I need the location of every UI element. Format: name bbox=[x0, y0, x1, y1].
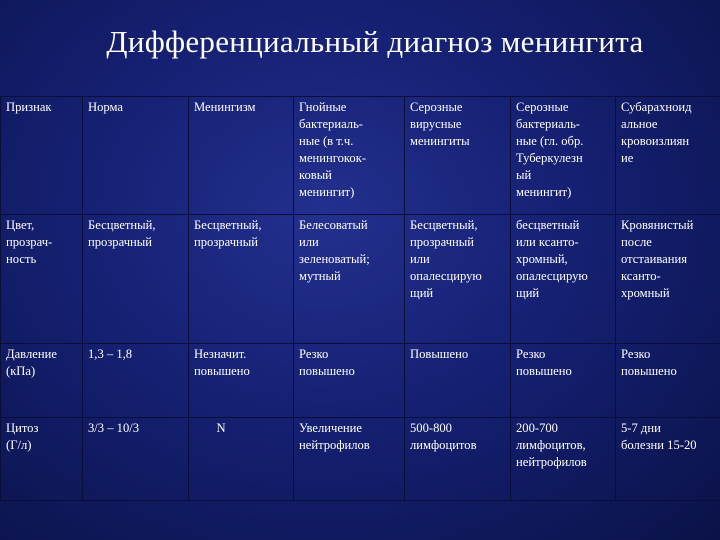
table-cell: 1,3 – 1,8 bbox=[83, 344, 189, 418]
header-cell-purulent: Гнойные бактериаль- ные (в т.ч. менингокок- ковый менингит) bbox=[294, 97, 405, 215]
header-cell-meningism: Менингизм bbox=[189, 97, 294, 215]
header-cell-feature: Признак bbox=[1, 97, 83, 215]
table-cell: Белесоватый или зеленоватый; мутный bbox=[294, 215, 405, 344]
header-cell-serous-viral: Серозные вирусные менингиты bbox=[405, 97, 511, 215]
table-cell: Повышено bbox=[405, 344, 511, 418]
table-cell: Увеличение нейтрофилов bbox=[294, 418, 405, 501]
table-cell: Резко повышено bbox=[294, 344, 405, 418]
header-cell-subarachnoid: Субарахноид альное кровоизлиян ие bbox=[616, 97, 720, 215]
table-cell: Незначит. повышено bbox=[189, 344, 294, 418]
table-cell: Резко повышено bbox=[511, 344, 616, 418]
table-cell: 500-800 лимфоцитов bbox=[405, 418, 511, 501]
table-cell: Бесцветный, прозрачный bbox=[83, 215, 189, 344]
table-cell: 3/3 – 10/3 bbox=[83, 418, 189, 501]
table-header-row bbox=[1, 97, 720, 215]
header-cell-serous-bacterial: Серозные бактериаль- ные (гл. обр. Туберкулезн ый менингит) bbox=[511, 97, 616, 215]
table-row-color bbox=[1, 215, 720, 344]
header-cell-norm: Норма bbox=[83, 97, 189, 215]
table-row-cytosis bbox=[1, 418, 720, 501]
table-cell: Бесцветный, прозрачный или опалесцирую щий bbox=[405, 215, 511, 344]
table-cell: 200-700 лимфоцитов, нейтрофилов bbox=[511, 418, 616, 501]
diagnosis-table bbox=[0, 96, 720, 501]
page-title: Дифференциальный диагноз менингита bbox=[106, 24, 644, 59]
table-cell: Кровянистый после отстаивания ксанто- хромный bbox=[616, 215, 720, 344]
table-cell: Резко повышено bbox=[616, 344, 720, 418]
table-cell: Цвет, прозрач- ность bbox=[1, 215, 83, 344]
table-cell: N bbox=[189, 418, 294, 501]
table-cell: Бесцветный, прозрачный bbox=[189, 215, 294, 344]
table-row-pressure bbox=[1, 344, 720, 418]
table-cell: 5-7 дни болезни 15-20 bbox=[616, 418, 720, 501]
table-cell: Цитоз (Г/л) bbox=[1, 418, 83, 501]
table-cell: бесцветный или ксанто- хромный, опалесцирую щий bbox=[511, 215, 616, 344]
table-cell: Давление (кПа) bbox=[1, 344, 83, 418]
